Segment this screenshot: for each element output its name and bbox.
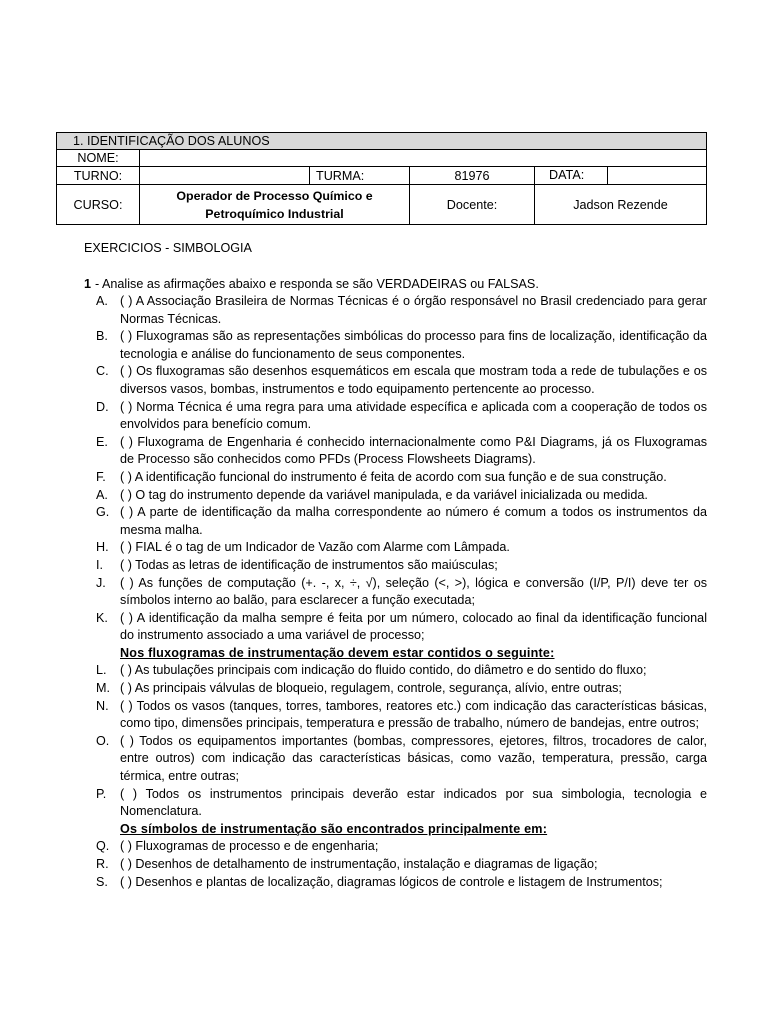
item-letter: Q.	[96, 839, 110, 854]
item-text: ( ) As tubulações principais com indicação do fluido contido, do diâmetro e do sentido do fluxo;	[120, 663, 647, 678]
item-text: ( ) As funções de computação (+. -, x, ÷, √), seleção (<, >), lógica e conversão (I/P, P/I) deve ter os símbolos interno ao balão, para esclarecer a função executada;	[120, 575, 707, 608]
item-text: ( ) Norma Técnica é uma regra para uma atividade específica e aplicada com a cooperação de todos os envolvidos para benefício comum.	[120, 399, 707, 432]
list-item	[96, 399, 707, 434]
list-item	[96, 504, 707, 539]
item-text: ( ) A parte de identificação da malha correspondente ao número é comum a todos os instrumentos da mesma malha.	[120, 505, 707, 537]
item-text: ( ) FIAL é o tag de um Indicador de Vazão com Alarme com Lâmpada.	[120, 540, 510, 555]
date-label: DATA:	[535, 167, 608, 184]
teacher-value: Jadson Rezende	[535, 185, 707, 225]
item-letter: E.	[96, 434, 108, 449]
item-text: ( ) Todos os instrumentos principais deverão estar indicados por sua simbologia, tecnologia e Nomenclatura.	[120, 786, 707, 819]
turno-label: TURNO:	[57, 167, 140, 185]
item-letter: F.	[96, 469, 106, 484]
item-text: ( ) As principais válvulas de bloqueio, regulagem, controle, segurança, alívio, entre outras;	[120, 681, 622, 696]
student-identification-table	[56, 132, 707, 225]
course-value: Operador de Processo Químico e Petroquímico Industrial	[140, 185, 410, 225]
item-letter: O.	[96, 733, 110, 748]
item-letter: D.	[96, 399, 109, 414]
item-text: ( ) A identificação funcional do instrumento é feita de acordo com sua função e de sua construção.	[120, 469, 667, 484]
list-item	[96, 557, 707, 575]
item-text: ( ) Fluxograma de Engenharia é conhecido internacionalmente como P&I Diagrams, já os Fluxogramas de Processo são conhecidos como PFDs (Process Flowsheets Diagrams).	[120, 434, 707, 467]
item-text: ( ) A Associação Brasileira de Normas Técnicas é o órgão responsável no Brasil credenciado para gerar Normas Técnicas.	[120, 294, 707, 326]
item-letter: A.	[96, 487, 108, 502]
item-text: ( ) Desenhos e plantas de localização, diagramas lógicos de controle e listagem de Instrumentos;	[120, 874, 663, 889]
item-letter: G.	[96, 505, 110, 520]
list-item	[96, 856, 707, 874]
list-item	[96, 786, 707, 821]
exercise-title: EXERCICIOS - SIMBOLOGIA	[84, 241, 252, 255]
item-text: ( ) O tag do instrumento depende da variável manipulada, e da variável inicializada ou medida.	[120, 487, 648, 502]
list-item	[96, 434, 707, 469]
item-letter: S.	[96, 874, 108, 889]
list-item	[96, 293, 707, 328]
name-field[interactable]	[140, 150, 707, 167]
item-letter: H.	[96, 540, 109, 555]
list-item	[96, 328, 707, 363]
item-text: ( ) Todos os equipamentos importantes (bombas, compressores, ejetores, filtros, trocadores de calor, entre outros) com indicação das características básicas, como vazão, temperatura, pressão, carga térmica, entre outras;	[120, 733, 707, 784]
section-heading: Nos fluxogramas de instrumentação devem estar contidos o seguinte:	[120, 645, 555, 660]
item-letter: M.	[96, 681, 110, 696]
list-item	[96, 733, 707, 786]
item-text: ( ) A identificação da malha sempre é feita por um número, colocado ao final da identificação funcional do instrumento associado a uma variável de processo;	[120, 610, 707, 643]
item-letter: J.	[96, 575, 106, 590]
item-text: ( ) Os fluxogramas são desenhos esquemáticos em escala que mostram toda a rede de tubulações e os diversos vasos, bombas, instrumentos e todo equipamento pertencente ao processo.	[120, 364, 707, 396]
item-letter: C.	[96, 364, 109, 379]
name-label: NOME:	[57, 150, 140, 167]
list-item	[96, 698, 707, 733]
list-item	[96, 874, 707, 892]
list-item	[96, 469, 707, 487]
item-letter: I.	[96, 557, 103, 572]
list-item	[96, 487, 707, 505]
item-letter: K.	[96, 610, 108, 625]
question-text: - Analise as afirmações abaixo e responda se são VERDADEIRAS ou FALSAS.	[95, 277, 539, 291]
item-letter: B.	[96, 329, 108, 344]
item-letter: A.	[96, 294, 108, 308]
teacher-label: Docente:	[410, 185, 535, 225]
turno-field[interactable]	[140, 167, 310, 185]
question-number: 1	[84, 277, 92, 291]
list-item	[96, 838, 707, 856]
list-item	[96, 575, 707, 610]
list-item	[96, 610, 707, 645]
class-label: TURMA:	[310, 167, 410, 185]
item-text: ( ) Todas as letras de identificação de instrumentos são maiúsculas;	[120, 557, 498, 572]
identification-header: 1. IDENTIFICAÇÃO DOS ALUNOS	[57, 133, 707, 150]
question-1	[84, 276, 539, 294]
list-item	[96, 680, 707, 698]
list-item	[96, 662, 707, 680]
item-text: ( ) Fluxogramas são as representações simbólicas do processo para fins de localização, identificação da tecnologia e análise do funcionamento de seus componentes.	[120, 329, 707, 361]
item-letter: N.	[96, 698, 109, 713]
item-letter: R.	[96, 857, 109, 871]
item-text: ( ) Desenhos de detalhamento de instrumentação, instalação e diagramas de ligação;	[120, 857, 598, 871]
item-text: ( ) Todos os vasos (tanques, torres, tambores, reatores etc.) com indicação das características básicas, como tipo, dimensões principais, temperatura e pressão de trabalho, número de bandejas, entre outros;	[120, 698, 707, 731]
item-letter: L.	[96, 663, 107, 678]
class-value: 81976	[410, 167, 535, 185]
course-label: CURSO:	[57, 185, 140, 225]
statement-list	[96, 293, 707, 891]
list-item	[96, 539, 707, 557]
list-item	[96, 363, 707, 398]
item-text: ( ) Fluxogramas de processo e de engenharia;	[120, 839, 379, 854]
section-heading: Os símbolos de instrumentação são encontrados principalmente em:	[120, 821, 548, 836]
item-letter: P.	[96, 786, 107, 801]
